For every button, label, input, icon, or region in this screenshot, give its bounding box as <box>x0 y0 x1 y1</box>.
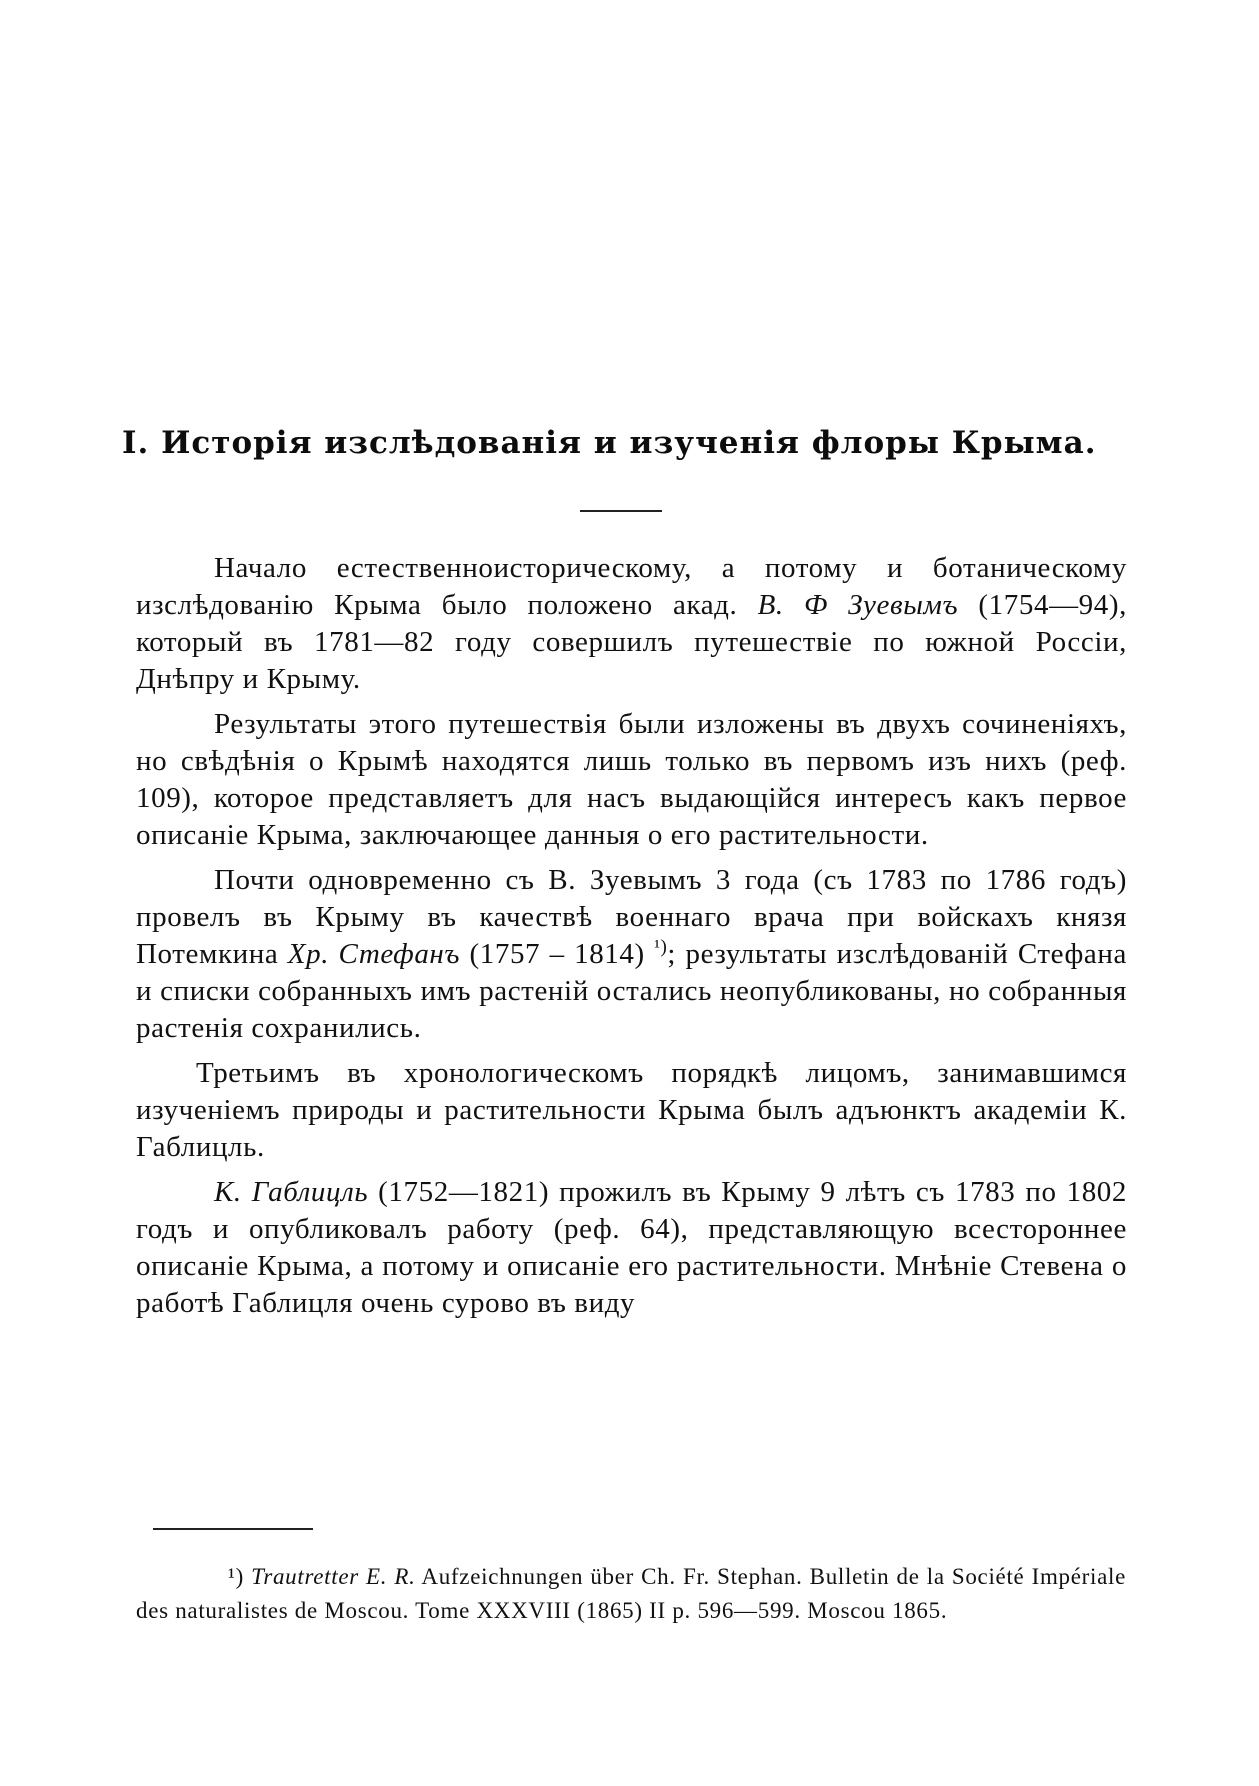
footnote <box>136 1560 1126 1628</box>
body-text <box>136 550 1127 1330</box>
paragraph-3-text-a: Почти одновременно съ В. Зуевымъ 3 года (съ 1783 по 1786 годъ) провелъ въ Крыму въ качествѣ военнаго врача при войскахъ князя Потемкина <box>136 864 1127 970</box>
paragraph-5-text: (1752—1821) прожилъ въ Крыму 9 лѣтъ съ 1783 по 1802 годъ и опубликовалъ работу (реф. 64), представляющую всестороннее описаніе Крыма, а потому и описаніе его растительности. Мнѣніе Стевена о работѣ Габлицля очень сурово въ виду <box>136 1176 1128 1319</box>
paragraph-4: Третьимъ въ хронологическомъ порядкѣ лицомъ, занимавшимся изученіемъ природы и растительности Крыма былъ адъюнктъ академіи К. Габлицль. <box>136 1057 1127 1163</box>
person-name-hablitzl: К. Габлицль <box>214 1176 369 1208</box>
footnote-citation: Aufzeichnungen über Ch. Fr. Stephan. Bulletin de la Société Impériale des naturalistes de Moscou. Tome XXXVIII (1865) II p. 596—599. Moscou 1865. <box>136 1564 1127 1623</box>
chapter-heading: I. Исторія изслѣдованія и изученія флоры Крыма. <box>122 425 1097 461</box>
person-name-stephan: Хр. Стефанъ <box>287 938 461 970</box>
paragraph-3-text-b: (1757 – 1814) <box>460 938 655 970</box>
footnote-marker: ¹) <box>228 1564 244 1589</box>
paragraph-1-text-a: Начало естественноисторическому, а потому и ботаническому изслѣдованію Крыма было положено акад. <box>136 552 1127 621</box>
footnote-reference: ¹) <box>654 936 668 958</box>
paragraph-1-text-b: (1754—94), который въ 1781—82 году совершилъ путешествіе по южной Россіи, Днѣпру и Крыму. <box>136 589 1127 695</box>
paragraph-1 <box>136 550 1127 698</box>
person-name-zuev: В. Ф Зуевымъ <box>757 589 959 621</box>
paragraph-3 <box>136 862 1127 1047</box>
heading-divider <box>580 510 662 512</box>
paragraph-5 <box>136 1174 1127 1322</box>
footnote-author: Trautretter E. R. <box>251 1564 416 1589</box>
footnote-divider <box>153 1528 313 1530</box>
paragraph-3-text-c: ; результаты изслѣдованій Стефана и списки собранныхъ имъ растеній остались неопубликованы, но собранныя растенія сохранились. <box>136 938 1127 1044</box>
paragraph-2: Результаты этого путешествія были изложены въ двухъ сочиненіяхъ, но свѣдѣнія о Крымѣ находятся лишь только въ первомъ изъ нихъ (реф. 109), которое представляетъ для насъ выдающійся интересъ какъ первое описаніе Крыма, заключающее данныя о его растительности. <box>136 708 1127 851</box>
